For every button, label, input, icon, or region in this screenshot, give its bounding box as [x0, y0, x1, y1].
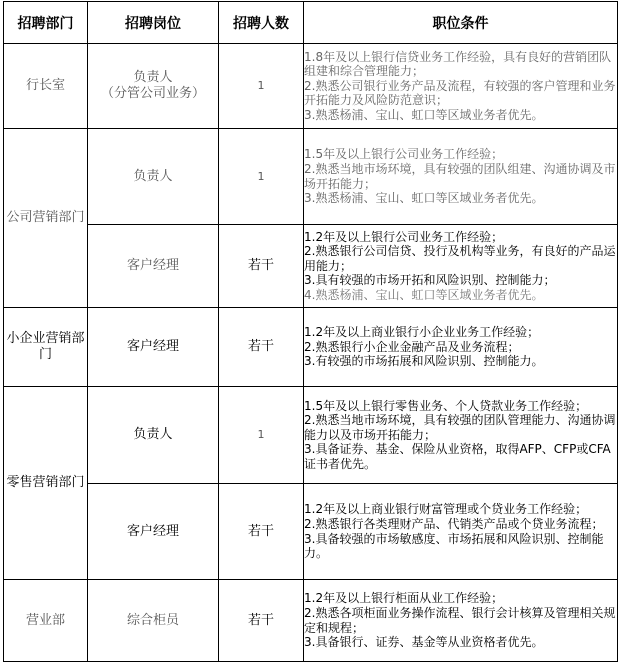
requirement-item: 2.熟悉银行小企业金融产品及业务流程； [304, 339, 520, 354]
table-row [4, 225, 618, 308]
requirement-item: 1.2年及以上银行柜面从业工作经验； [304, 591, 504, 606]
count-cell: 若干 [219, 225, 304, 308]
requirement-item: 3.具备较强的市场敏感度、市场拓展和风险识别、控制能力。 [304, 531, 604, 561]
position-cell: 综合柜员 [88, 580, 219, 662]
requirements-cell [304, 308, 618, 387]
table-row [4, 44, 618, 129]
requirement-item: 3.熟悉杨浦、宝山、虹口等区域业务者优先。 [304, 191, 544, 206]
table-row [4, 129, 618, 225]
department-cell: 行长室 [4, 44, 88, 129]
count-cell: 1 [219, 129, 304, 225]
department-cell: 零售营销部门 [4, 387, 88, 580]
department-cell: 公司营销部门 [4, 129, 88, 308]
table-row [4, 580, 618, 662]
requirement-item: 2.熟悉银行公司信贷、投行及机构等业务，有良好的产品运用能力； [304, 244, 616, 273]
requirement-item: 2.熟悉当地市场环境，具有较强的团队管理能力、沟通协调能力以及市场开拓能力； [304, 413, 616, 442]
count-cell: 若干 [219, 308, 304, 387]
requirement-item: 3.具有较强的市场开拓和风险识别、控制能力； [304, 273, 556, 288]
requirement-item: 1.2年及以上商业银行财富管理或个贷业务工作经验； [304, 502, 588, 517]
requirements-cell [304, 484, 618, 580]
requirement-item: 2.熟悉当地市场环境，具有较强的团队组建、沟通协调及市场开拓能力； [304, 161, 616, 191]
position-cell: 客户经理 [88, 308, 219, 387]
table-row [4, 387, 618, 484]
position-cell: 客户经理 [88, 225, 219, 308]
requirement-item: 3.熟悉杨浦、宝山、虹口等区域业务者优先。 [304, 107, 544, 122]
department-cell: 营业部 [4, 580, 88, 662]
position-cell: 客户经理 [88, 484, 219, 580]
position-cell: 负责人 [88, 129, 219, 225]
header-department: 招聘部门 [4, 2, 88, 44]
requirements-cell [304, 129, 618, 225]
count-cell: 若干 [219, 580, 304, 662]
position-cell: 负责人 [88, 387, 219, 484]
recruitment-table [3, 1, 618, 662]
header-position: 招聘岗位 [88, 2, 219, 44]
requirements-cell [304, 387, 618, 484]
requirement-item: 1.8年及以上银行信贷业务工作经验，具有良好的营销团队组建和综合管理能力； [304, 49, 612, 79]
requirements-cell [304, 44, 618, 129]
count-cell: 1 [219, 44, 304, 129]
header-count: 招聘人数 [219, 2, 304, 44]
requirement-item: 1.2年及以上商业银行小企业业务工作经验； [304, 325, 540, 340]
requirement-item: 1.5年及以上银行零售业务、个人贷款业务工作经验； [304, 398, 588, 413]
requirement-item: 3.具备银行、证券、基金等从业资格者优先。 [304, 635, 544, 650]
requirements-cell [304, 580, 618, 662]
table-row [4, 484, 618, 580]
requirement-item: 2.熟悉公司银行业务产品及流程，有较强的客户管理和业务开拓能力及风险防范意识； [304, 78, 616, 108]
requirement-item: 2.熟悉银行各类理财产品、代销类产品或个贷业务流程； [304, 516, 604, 531]
requirement-item: 2.熟悉各项柜面业务操作流程、银行会计核算及管理相关规定和规程； [304, 605, 616, 635]
requirement-item: 3.具备证券、基金、保险从业资格，取得AFP、CFP或CFA证书者优先。 [304, 442, 611, 471]
count-cell: 若干 [219, 484, 304, 580]
position-text: 负责人 （分管公司业务） [100, 70, 205, 101]
header-row [4, 2, 618, 44]
department-cell: 小企业营销部门 [4, 308, 88, 387]
count-cell: 1 [219, 387, 304, 484]
header-requirements: 职位条件 [304, 2, 618, 44]
requirement-item: 1.5年及以上银行公司业务工作经验； [304, 147, 504, 162]
requirement-item: 3.有较强的市场拓展和风险识别、控制能力。 [304, 354, 544, 369]
requirement-item: 4.熟悉杨浦、宝山、虹口等区域业务者优先。 [304, 287, 544, 302]
requirement-item: 1.2年及以上银行公司业务工作经验； [304, 229, 504, 244]
requirements-cell [304, 225, 618, 308]
position-cell [88, 44, 219, 129]
table-row [4, 308, 618, 387]
